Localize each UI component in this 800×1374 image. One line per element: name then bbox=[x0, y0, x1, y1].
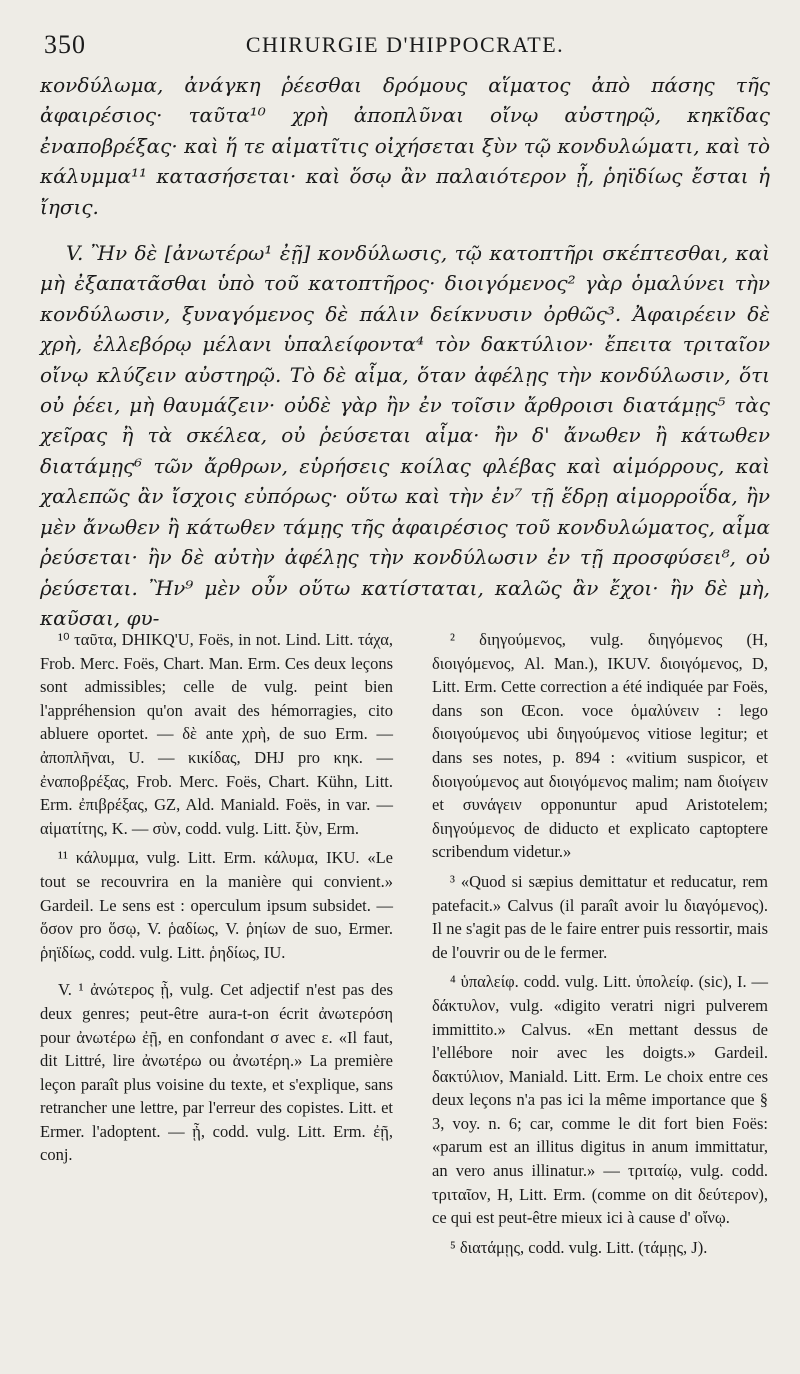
running-title: CHIRURGIE D'HIPPOCRATE. bbox=[245, 32, 565, 57]
footnote-v2: ² διηγούμενος, vulg. διηγόμενος (H, διοιγόμενος, Al. Man.), IKUV. διοιγόμενος, D, Litt. Erm. Cette correction a été indiquée par Foës, dans son Œcon. voce ὁμαλύνειν : lego διοιγούμενος ubi διηγούμενος vitiose legitur; et dans ses notes, p. 894 : «vitium suspicor, et διοιγούμενος aut διοιγόμενος malim; nam διοίγειν et συνάγειν opponuntur apud Aristotelem; διηγούμενος de diducto et explicato captoptere scribendum videtur.» bbox=[432, 630, 768, 862]
footnote-v1: V. ¹ ἀνώτερος ᾖ, vulg. Cet adjectif n'est pas des deux genres; peut-être aura-t-on écrit ἀνωτερόση pour ἀνωτέρω ἐῇ, en confondant σ avec ε. «Il faut, dit Littré, lire ἀνωτέρω ou ἀνωτέρη.» La première leçon paraît plus voisine du texte, et s'explique, sans retrancher une lettre, par l'erreur des copistes. Litt. et Ermer. l'adoptent. — ᾖ, codd. vulg. Litt. Erm. ἐῇ, conj. bbox=[40, 980, 393, 1165]
footnote-v5: ⁵ διατάμῃς, codd. vulg. Litt. (τάμῃς, J). bbox=[450, 1237, 708, 1257]
footnote-v4: ⁴ ὑπαλείφ. codd. vulg. Litt. ὑπολείφ. (sic), I. — δάκτυλον, vulg. «digito veratri nigri pulverem immittito.» Calvus. «En mettant dessus de l'ellébore noir avec les doigts.» Gardeil. δακτύλιον, Manіald. Litt. Erm. Le choix entre ces deux leçons n'a pas ici la même importance que § 3, voy. n. 6; car, comme le dit fort bien Foës: «parum est an illitus digitus in anum immittatur, an vero anus illinatur.» — τριταίῳ, vulg. codd. τριταῖον, H, Litt. Erm. (comme on dit δεύτερον), ce qui est peut-être mieux ici à cause d' οἴνῳ. bbox=[432, 972, 768, 1228]
footnote-11: ¹¹ κάλυμμα, vulg. Litt. Erm. κάλυμα, IKU. «Le tout se recouvrira en la manière qui convient.» Gardeil. Le sens est : operculum ipsum subsidet. — ὅσον pro ὅσῳ, V. ῥαδίως, V. ῥηίων de suo, Ermer. ῥηϊδίως, codd. vulg. Litt. ῥηδίως, IU. bbox=[40, 848, 393, 962]
page-header bbox=[40, 30, 770, 64]
greek-main-text bbox=[40, 70, 770, 633]
footnotes-right-column bbox=[432, 628, 768, 1265]
page-number: 350 bbox=[44, 30, 86, 59]
greek-paragraph-1: κονδύλωμα, ἀνάγκη ῥέεσθαι δρόμους αἵματος ἀπὸ πάσης τῆς ἀφαιρέσιος· ταῦτα¹⁰ χρὴ ἀποπλῦναι οἴνῳ αὐστηρῷ, κηκῖδας ἐναποβρέξας· καὶ ἥ τε αἱματῖτις οἰχήσεται ξὺν τῷ κονδυλώματι, καὶ τὸ κάλυμμα¹¹ κατασήσεται· καὶ ὅσῳ ἂν παλαιότερον ᾖ, ῥηϊδίως ἔσται ἡ ἴησις. bbox=[40, 73, 770, 219]
footnotes-left-column bbox=[40, 628, 393, 1173]
greek-paragraph-2: V. Ἢν δὲ [ἀνωτέρω¹ ἐῇ] κονδύλωσις, τῷ κατοπτῆρι σκέπτεσθαι, καὶ μὴ ἐξαπατᾶσθαι ὑπὸ τοῦ κατοπτῆρος· διοιγόμενος² γὰρ ὁμαλύνει τὴν κονδύλωσιν, ξυναγόμενος δὲ πάλιν δείκνυσιν ὀρθῶς³. Ἀφαιρέειν δὲ χρὴ, ἐλλεβόρῳ μέλανι ὑπαλείφοντα⁴ τὸν δακτύλιον· ἔπειτα τριταῖον οἴνῳ κλύζειν αὐστηρῷ. Τὸ δὲ αἷμα, ὅταν ἀφέλῃς τὴν κονδύλωσιν, ὅτι οὐ ῥέει, μὴ θαυμάζειν· οὐδὲ γὰρ ἢν ἐν τοῖσιν ἄρθροισι διατάμῃς⁵ τὰς χεῖρας ἢ τὰ σκέλεα, οὐ ῥεύσεται αἷμα· ἢν δ' ἄνωθεν ἢ κάτωθεν διατάμῃς⁶ τῶν ἄρθρων, εὑρήσεις κοίλας φλέβας καὶ αἱμόρρους, καὶ χαλεπῶς ἂν ἴσχοις εὐπόρως· οὕτω καὶ τὴν ἐν⁷ τῇ ἕδρῃ αἱμορροΐδα, ἢν μὲν ἄνωθεν ἢ κάτωθεν τάμῃς τῆς ἀφαιρέσιος τοῦ κονδυλώματος, αἷμα ῥεύσεται· ἢν δὲ αὐτὴν ἀφέλῃς τὴν κονδύλωσιν ἐν τῇ προσφύσει⁸, οὐ ῥεύσεται. Ἢν⁹ μὲν οὖν οὕτω κατίσταται, καλῶς ἂν ἔχοι· ἢν δὲ μὴ, καῦσαι, φυ- bbox=[40, 241, 770, 630]
footnote-v3: ³ «Quod si sæpius demittatur et reducatur, rem patefacit.» Calvus (il paraît avoir lu διαγόμενος). Il ne s'agit pas de le faire entrer puis ressortir, mais de l'ouvrir ou de le fermer. bbox=[432, 871, 768, 962]
footnote-10: ¹⁰ ταῦτα, DHIKQ'U, Foës, in not. Lind. Litt. τάχα, Frob. Merc. Foës, Chart. Man. Erm. Ces deux leçons sont admissibles; celle de vulg. peint bien l'appréhension qu'on avait des hémorragies, cito abluere oportet. — δὲ ante χρὴ, de suo Erm. — ἀποπλῆναι, U. — κικίδας, DHJ pro κηκ. — ἐναποβρέξας, Frob. Merc. Foës, Chart. Kühn, Litt. Erm. ἐπιβρέξας, GZ, Ald. Manіald. Foës, in var. — αἱματίτης, K. — σὺν, codd. vulg. Litt. ξὺν, Erm. bbox=[40, 630, 393, 838]
